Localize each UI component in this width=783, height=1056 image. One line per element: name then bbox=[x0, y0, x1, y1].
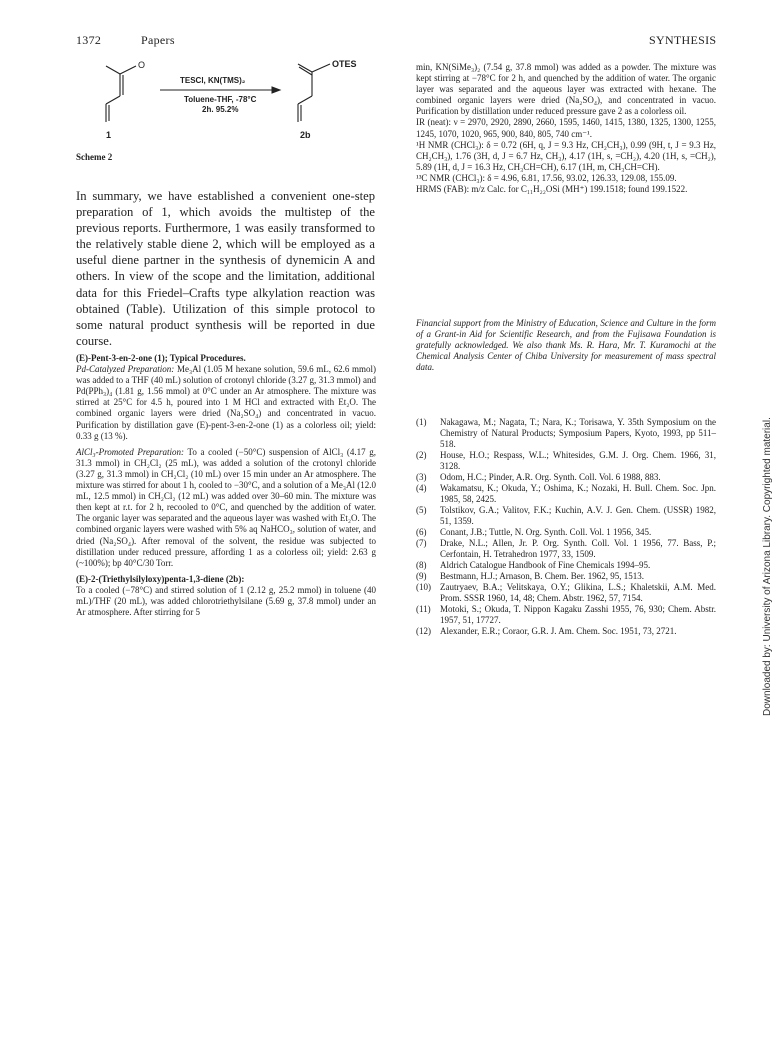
alcl3-text: To a cooled (−50°C) suspension of AlCl₃ (4.17 g, 31.3 mmol) in CH₂Cl₂ (25 mL), was added a solution of the crotonyl chloride (3.27 g, 31.3 mmol) in CH₂Cl₂ (10 mL) over 15 min under an Ar atmosphere. The mixture was stirred for about 1 h, cooled to −30°C, and a solution of a Me₃Al (12.0 mL, 12.5 mmol) in CH₂Cl₂ (12 mL) was added over 30–60 min. The mixture was then kept at r.t. for 2 h, recooled to 0°C, and quenched by the addition of water. The organic layer was separated and the aqueous layer was washed with Et₂O. The combined organic layers were washed with 5% aq NaHCO₃, solution of water, and dried (Na₂SO₄). After removal of the solvent, the residue was subjected to distillation under reduced pressure, affording 1 as a colorless oil; yield: 2.63 g (~100%); bp 40°C/30 Torr. bbox=[76, 446, 377, 568]
reference-text: Drake, N.L.; Allen, Jr. P. Org. Synth. Coll. Vol. 1 1956, 77. Bass, P.; Cerfontain, H. Tetrahedron 1977, 33, 1509. bbox=[440, 538, 716, 559]
reference-text: Tolstikov, G.A.; Valitov, F.K.; Kuchin, A.V. J. Gen. Chem. (USSR) 1982, 51, 1359. bbox=[440, 505, 716, 526]
reference-number: (6) bbox=[416, 527, 427, 537]
journal-name: SYNTHESIS bbox=[649, 33, 717, 47]
procedure-1-title: (E)-Pent-3-en-2-one (1); Typical Procedures. bbox=[76, 353, 246, 363]
watermark-text: Downloaded by: University of Arizona Library. Copyrighted material. bbox=[762, 417, 773, 716]
reagent-yield: 2h. 95.2% bbox=[202, 105, 239, 114]
reference-number: (2) bbox=[416, 450, 427, 460]
alcl3-paragraph bbox=[76, 447, 376, 569]
compound-2b-label: 2b bbox=[300, 130, 311, 140]
reference-text: Bestmann, H.J.; Arnason, B. Chem. Ber. 1962, 95, 1513. bbox=[440, 571, 644, 581]
reference-item bbox=[416, 538, 716, 560]
reference-text: Alexander, E.R.; Coraor, G.R. J. Am. Chem. Soc. 1951, 73, 2721. bbox=[440, 626, 677, 636]
reference-item bbox=[416, 604, 716, 626]
acknowledgement: Financial support from the Ministry of Education, Science and Culture in the form of a Grant-in Aid for Scientific Research, and from the Fujisawa Foundation is gratefully acknowledged. We also thank Ms. R. Hara, Mr. T. Kuramochi at the Chemical Analysis Center of Chiba University for measurement of mass spectral data. bbox=[416, 318, 716, 372]
reference-text: Motoki, S.; Okuda, T. Nippon Kagaku Zasshi 1955, 76, 930; Chem. Abstr. 1957, 51, 17727. bbox=[440, 604, 716, 625]
reference-text: House, H.O.; Respass, W.L.; Whitesides, G.M. J. Org. Chem. 1966, 31, 3128. bbox=[440, 450, 716, 471]
section-name: Papers bbox=[141, 33, 175, 47]
reference-number: (11) bbox=[416, 604, 431, 614]
reaction-scheme bbox=[76, 58, 376, 168]
ir-data: IR (neat): ν = 2970, 2920, 2890, 2660, 1595, 1460, 1415, 1380, 1325, 1300, 1255, 1245, 1070, 1020, 965, 900, 840, 805, 740 cm⁻¹. bbox=[416, 117, 716, 139]
pd-catalyzed-text: Me₃Al (1.05 M hexane solution, 59.6 mL, 62.6 mmol) was added to a THF (40 mL) solution of crotonyl chloride (3.27 g, 31.3 mmol) and Pd(PPh₃)₄ (1.81 g, 1.56 mmol) at 0°C under an Ar atmosphere. The mixture was stirred at 25°C for 4.5 h, poured into 1 M HCl and extracted with Et₂O. The combined organic layers were dried (Na₂SO₄) and concentrated in vacuo. Purification by distillation gave (E)-pent-3-en-2-one (1) as a colorless oil; yield: 0.33 g (13 %). bbox=[76, 364, 377, 441]
reference-item bbox=[416, 626, 716, 637]
reference-number: (5) bbox=[416, 505, 427, 515]
carbonyl-oxygen-label: O bbox=[138, 60, 146, 70]
reagent-top: TESCl, KN(TMS)₂ bbox=[180, 76, 246, 85]
pd-catalyzed-paragraph bbox=[76, 364, 376, 442]
reference-item bbox=[416, 505, 716, 527]
compound-1-structure bbox=[106, 66, 136, 122]
alcl3-label: AlCl₃-Promoted Preparation: bbox=[76, 446, 185, 457]
reagent-conditions: Toluene-THF, -78°C bbox=[184, 95, 257, 104]
experimental-right-column bbox=[416, 62, 716, 195]
summary-paragraph: In summary, we have established a convenient one-step preparation of 1, which avoids the multistep of the previous reports. Furthermore, 1 was easily transformed to the relatively stable diene 2, which will be employed as a useful diene partner in the synthesis of dynemicin A and others. In view of the scope and the limitation, additional data for this Friedel–Crafts type alkylation reaction was obtained (Table). Utilization of this simple protocol to some natural product synthesis will be reported in due course. bbox=[76, 189, 375, 348]
reference-text: Nakagawa, M.; Nagata, T.; Nara, K.; Torisawa, Y. 35th Symposium on the Chemistry of Natural Products; Symposium Papers, Kyoto, 1993, pp 511–518. bbox=[440, 417, 716, 449]
reference-number: (10) bbox=[416, 582, 431, 592]
cnmr-data: ¹³C NMR (CHCl₃): δ = 4.96, 6.81, 17.56, 93.02, 126.33, 129.08, 155.09. bbox=[416, 172, 677, 183]
reference-text: Wakamatsu, K.; Okuda, Y.; Oshima, K.; Nozaki, H. Bull. Chem. Soc. Jpn. 1985, 58, 2425. bbox=[440, 483, 716, 504]
reference-number: (1) bbox=[416, 417, 427, 427]
reference-text: Odom, H.C.; Pinder, A.R. Org. Synth. Coll. Vol. 6 1988, 883. bbox=[440, 472, 661, 482]
reference-text: Zautryaev, B.A.; Velitskaya, O.Y.; Glikina, L.S.; Khaletskii, A.M. Med. Prom. SSSR 1960, 14, 48; Chem. Abstr. 1962, 57, 7154. bbox=[440, 582, 716, 603]
page-number: 1372 bbox=[76, 33, 102, 47]
reference-text: Aldrich Catalogue Handbook of Fine Chemicals 1994–95. bbox=[440, 560, 651, 570]
procedure-2-title: (E)-2-(Triethylsilyloxy)penta-1,3-diene (2b): bbox=[76, 573, 245, 584]
scheme-caption: Scheme 2 bbox=[76, 152, 113, 162]
reference-item bbox=[416, 472, 716, 483]
reference-number: (4) bbox=[416, 483, 427, 493]
compound-2b-structure bbox=[298, 64, 330, 122]
reference-number: (12) bbox=[416, 626, 431, 636]
compound-1-label: 1 bbox=[106, 130, 112, 140]
pd-catalyzed-label: Pd-Catalyzed Preparation: bbox=[76, 364, 175, 375]
procedure-2-text: To a cooled (−78°C) and stirred solution of 1 (2.12 g, 25.2 mmol) in toluene (40 mL)/THF (20 mL), was added chlorotriethylsilane (5.69 g, 37.8 mmol) under an Ar atmosphere. After stirring for 5 bbox=[76, 584, 376, 618]
reference-item bbox=[416, 571, 716, 582]
reference-text: Conant, J.B.; Tuttle, N. Org. Synth. Coll. Vol. 1 1956, 345. bbox=[440, 527, 652, 537]
hrms-data: HRMS (FAB): m/z Calc. for C₁₁H₂₂OSi (MH⁺) 199.1518; found 199.1522. bbox=[416, 184, 688, 195]
experimental-left-column bbox=[76, 353, 376, 618]
reference-number: (7) bbox=[416, 538, 427, 548]
otes-label: OTES bbox=[332, 59, 357, 69]
reference-number: (8) bbox=[416, 560, 427, 570]
reference-item bbox=[416, 527, 716, 538]
hnmr-data: ¹H NMR (CHCl₃): δ = 0.72 (6H, q, J = 9.3 Hz, CH₂CH₃), 0.99 (9H, t, J = 9.3 Hz, CH₂CH₃), 1.76 (3H, d, J = 6.7 Hz, CH₃), 4.17 (1H, s, =CH₂), 4.20 (1H, s, =CH₂), 5.89 (1H, d, J = 16.3 Hz, CH₃CH=CH), 6.17 (1H, m, CH₃CH=CH). bbox=[416, 139, 716, 172]
reference-number: (3) bbox=[416, 472, 427, 482]
reference-number: (9) bbox=[416, 571, 427, 581]
reference-item bbox=[416, 417, 716, 450]
reference-item bbox=[416, 450, 716, 472]
reference-item bbox=[416, 582, 716, 604]
procedure-2-continuation: min, KN(SiMe₃)₂ (7.54 g, 37.8 mmol) was added as a powder. The mixture was kept stirring at −78°C for 2 h, and quenched by the addition of water. The organic layer was separated and the aqueous layer was extracted with hexane. The combined organic layers were dried (Na₂SO₄), and concentrated in vacuo. Purification by distillation under reduced pressure gave 2 as a colorless oil. bbox=[416, 62, 716, 117]
download-watermark bbox=[762, 417, 773, 726]
reference-item bbox=[416, 483, 716, 505]
reference-item bbox=[416, 560, 716, 571]
references-list bbox=[416, 417, 716, 637]
reaction-arrow bbox=[160, 87, 280, 93]
